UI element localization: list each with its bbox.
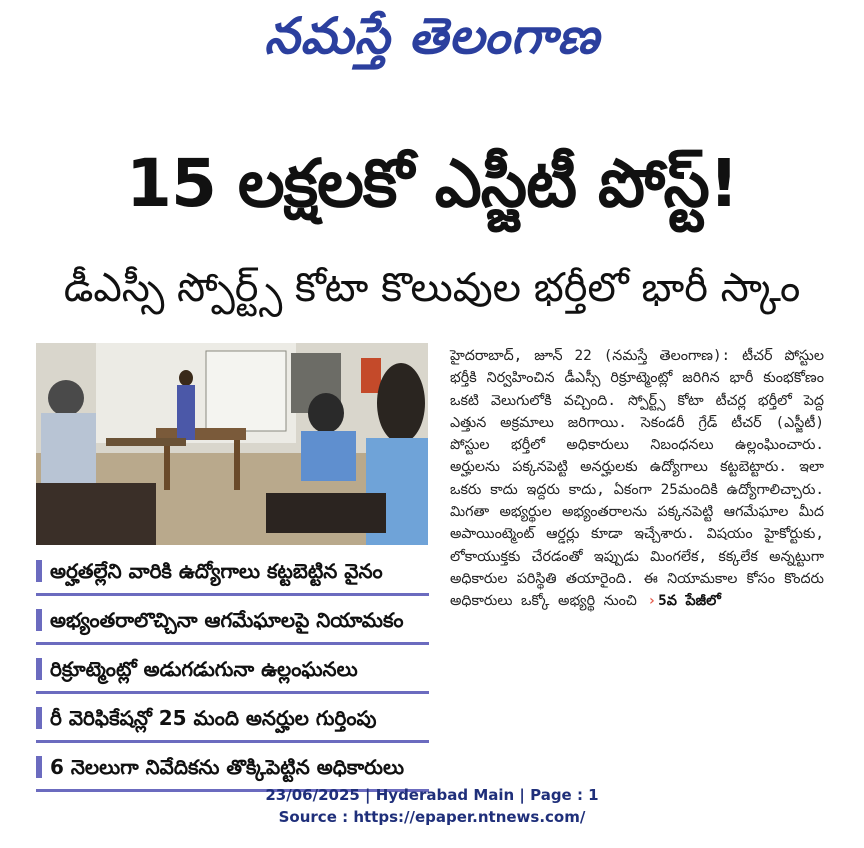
- highlight-item: రీ వెరిఫికేషన్లో 25 మంది అనర్హుల గుర్తింపు: [36, 699, 429, 743]
- classroom-photo-illustration: [36, 343, 428, 545]
- highlight-item: అభ్యంతరాలొచ్చినా ఆగమేఘాలపై నియామకం: [36, 601, 429, 645]
- highlight-item: అర్హతల్లేని వారికి ఉద్యోగాలు కట్టబెట్టిన వైనం: [36, 552, 429, 596]
- page-footer: [0, 784, 864, 828]
- highlight-item: 6 నెలలుగా నివేదికను తొక్కిపెట్టిన అధికారులు: [36, 748, 429, 792]
- newspaper-masthead: నమస్తే తెలంగాణ: [264, 6, 600, 65]
- subheadline: డీఎస్సీ స్పోర్ట్స్ కోటా కొలువుల భర్తీలో భారీ స్కాం: [63, 265, 801, 311]
- headline: 15 లక్షలకో ఎస్జీటీ పోస్ట్!: [126, 145, 738, 222]
- edition-info: 23/06/2025 | Hyderabad Main | Page : 1: [265, 786, 599, 804]
- classroom-photo: [36, 343, 428, 545]
- chevron-right-icon: ›: [647, 593, 657, 610]
- highlights-list: [36, 552, 429, 797]
- continuation-link[interactable]: 5వ పేజీలో: [658, 593, 721, 610]
- article-body: [450, 345, 824, 613]
- source-url[interactable]: Source : https://epaper.ntnews.com/: [278, 808, 586, 826]
- article-text: హైదరాబాద్, జూన్ 22 (నమస్తే తెలంగాణ): టీచర్ పోస్టుల భర్తీకి నిర్వహించిన డీఎస్సీ రిక్రూట్మెంట్లో జరిగిన భారీ కుంభకోణం ఒకటి వెలుగులోకి వచ్చింది. స్పోర్ట్స్ కోటా టీచర్ల భర్తీలో పెద్ద ఎత్తున అక్రమాలు జరిగాయి. సెకండరీ గ్రేడ్ టీచర్ (ఎస్జీటీ) పోస్టుల భర్తీలో అధికారులు నిబంధనలు ఉల్లంఘించారు. అర్హులను పక్కనపెట్టి అనర్హులకు ఉద్యోగాలు కట్టబెట్టారు. ఇలా ఒకరు కాదు ఇద్దరు కాదు, ఏకంగా 25మందికి ఉద్యోగాలిచ్చారు. మిగతా అభ్యర్థుల అభ్యంతరాలను పక్కనపెట్టి ఆగమేఘాల మీద అపాయింట్మెంట్ ఆర్డర్లు కూడా ఇచ్చేశారు. విషయం హైకోర్టుకు, లోకాయుక్తకు చేరడంతో ఇప్పుడు మింగలేక, కక్కలేక అన్నట్టుగా అధికారుల పరిస్థితి తయారైంది. ఈ నియామకాల కోసం కొందరు అధికారులు ఒక్కో అభ్యర్థి నుంచి: [450, 348, 824, 610]
- highlight-item: రిక్రూట్మెంట్లో అడుగడుగునా ఉల్లంఘనలు: [36, 650, 429, 694]
